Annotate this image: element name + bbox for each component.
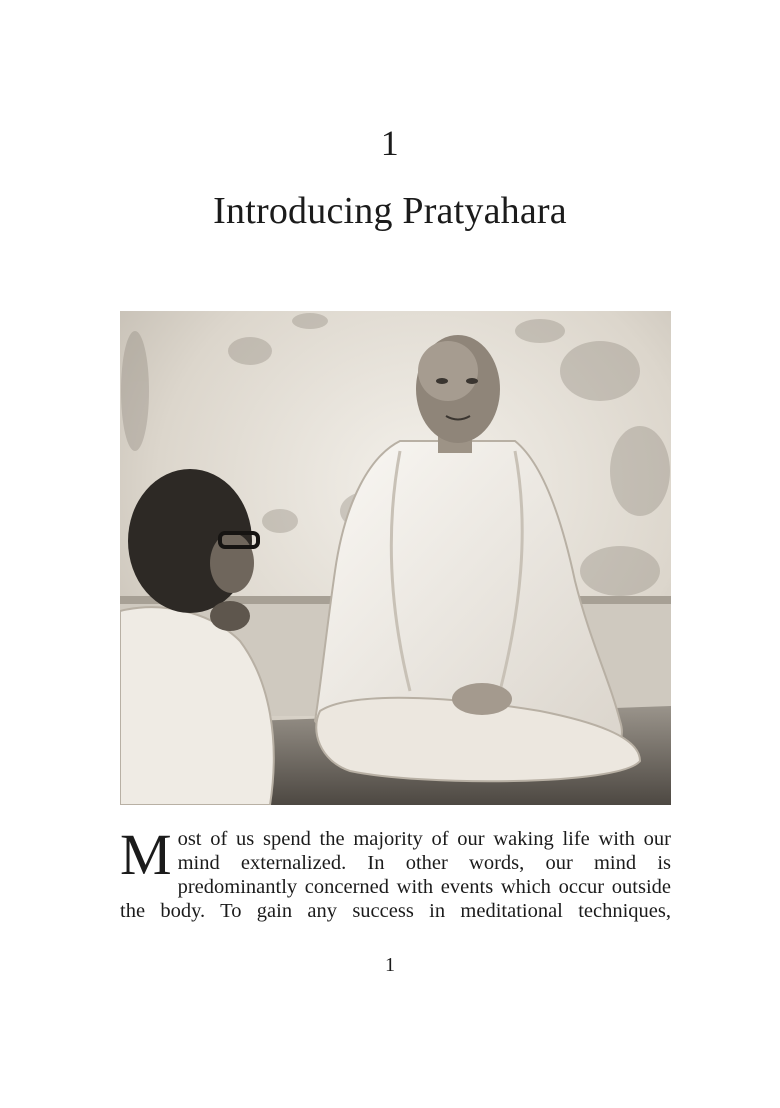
page-number: 1 (385, 954, 395, 976)
photo-illustration (120, 311, 671, 805)
chapter-photo (120, 311, 671, 805)
monk-hands (452, 683, 512, 715)
paragraph-text: ost of us spend the majority of our waking life with our mind externalized. In other words, our mind is predominantly concerned with events which occur outside the body. To gain any success in meditational techniques, (120, 828, 671, 922)
chapter-number: 1 (380, 123, 400, 163)
drop-cap: M (120, 822, 172, 887)
chapter-title: Introducing Pratyahara (213, 190, 567, 232)
body-paragraph (120, 822, 671, 923)
